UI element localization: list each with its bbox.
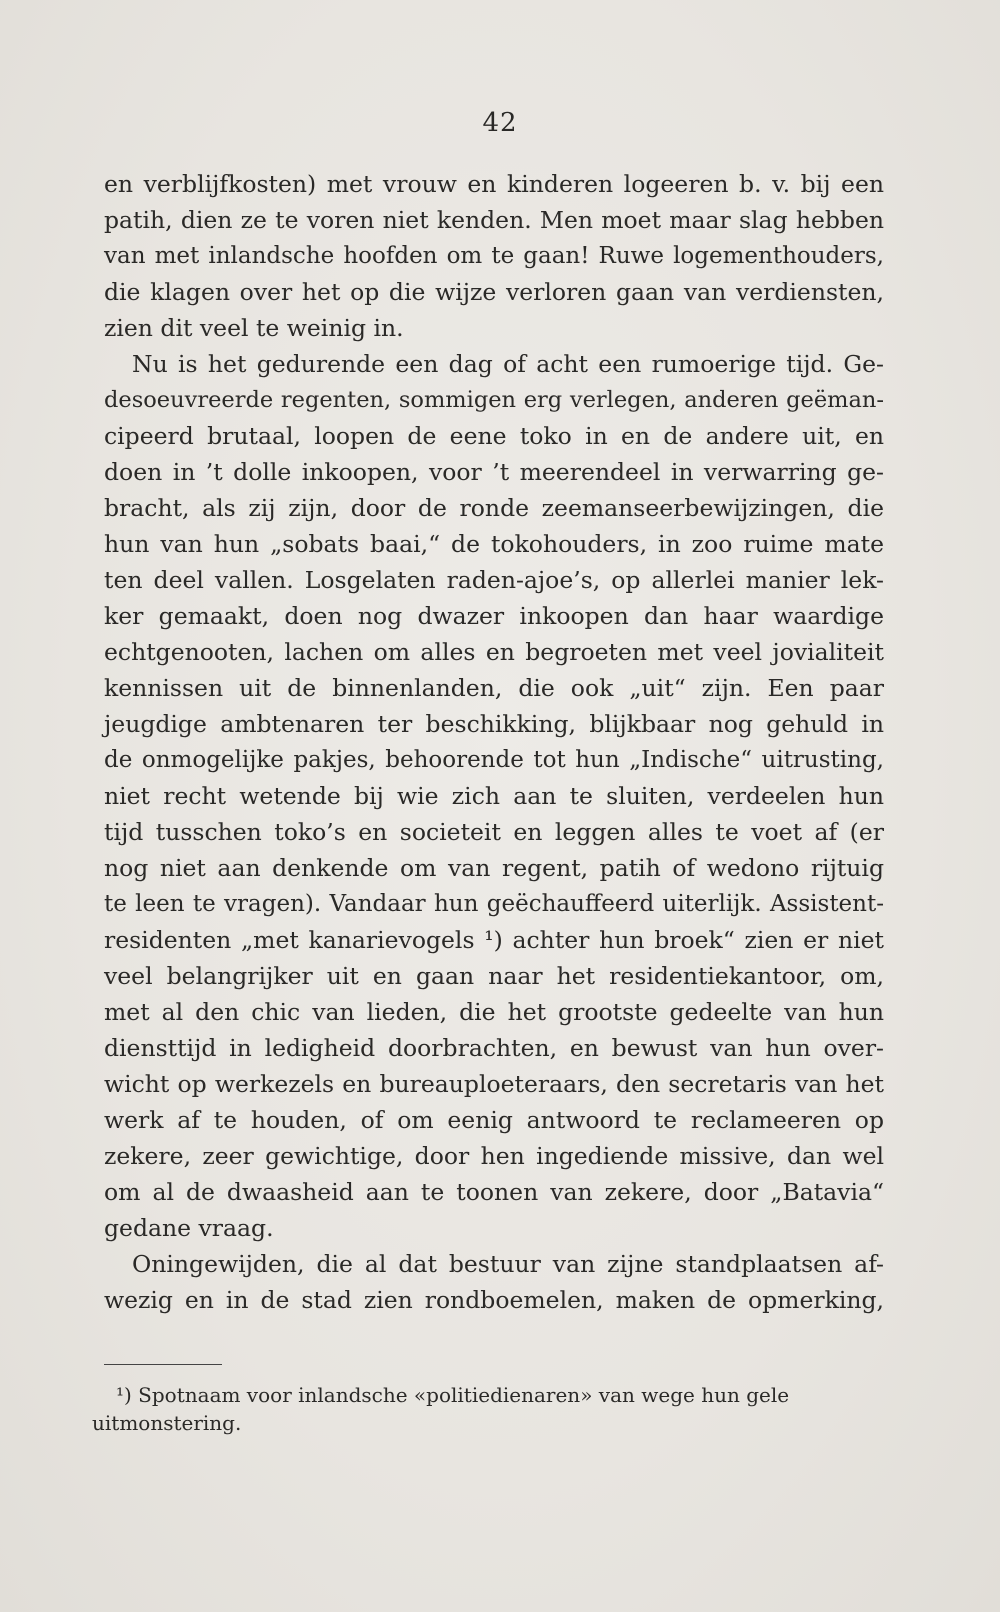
text-line: bracht, als zij zijn, door de ronde zeemanseerbewijzingen, die [104,494,884,522]
text-line: de onmogelijke pakjes, behoorende tot hun „Indische“ uitrusting, [104,747,884,773]
footnote-line: ¹) Spotnaam voor inlandsche «politiedienaren» van wege hun gele [116,1383,790,1407]
text-line: jeugdige ambtenaren ter beschikking, blijkbaar nog gehuld in [104,710,884,738]
text-line: tijd tusschen toko’s en societeit en leggen alles te voet af (er [104,818,884,846]
footnote-line: uitmonstering. [92,1411,242,1435]
text-line: zekere, zeer gewichtige, door hen ingediende missive, dan wel [104,1142,884,1170]
text-line: werk af te houden, of om eenig antwoord te reclameeren op [104,1106,884,1134]
text-line: die klagen over het op die wijze verloren gaan van verdiensten, [104,278,884,306]
text-line: met al den chic van lieden, die het grootste gedeelte van hun [104,998,884,1026]
text-line: gedane vraag. [104,1214,274,1242]
footnote-divider [104,1364,222,1365]
text-line: om al de dwaasheid aan te toonen van zekere, door „Batavia“ [104,1178,884,1206]
paragraph-first-line: Nu is het gedurende een dag of acht een rumoerige tijd. Ge- [132,350,884,378]
text-line: ten deel vallen. Losgelaten raden-ajoe’s, op allerlei manier lek- [104,566,884,594]
text-line: niet recht wetende bij wie zich aan te sluiten, verdeelen hun [104,782,884,810]
text-line: zien dit veel te weinig in. [104,314,404,342]
text-line: residenten „met kanarievogels ¹) achter hun broek“ zien er niet [104,926,884,954]
text-line: wezig en in de stad zien rondboemelen, maken de opmerking, [104,1286,884,1314]
text-line: kennissen uit de binnenlanden, die ook „uit“ zijn. Een paar [104,674,884,702]
text-line: wicht op werkezels en bureauploeteraars, den secretaris van het [104,1070,884,1098]
text-line: diensttijd in ledigheid doorbrachten, en bewust van hun over- [104,1034,884,1062]
text-line: ker gemaakt, doen nog dwazer inkoopen dan haar waardige [104,602,884,630]
page-number: 42 [482,108,518,138]
text-line: nog niet aan denkende om van regent, patih of wedono rijtuig [104,854,884,882]
text-line: veel belangrijker uit en gaan naar het residentiekantoor, om, [104,962,884,990]
text-line: en verblijfkosten) met vrouw en kinderen logeeren b. v. bij een [104,170,884,198]
text-line: van met inlandsche hoofden om te gaan! Ruwe logementhouders, [104,243,884,269]
text-line: cipeerd brutaal, loopen de eene toko in en de andere uit, en [104,422,884,450]
text-line: patih, dien ze te voren niet kenden. Men moet maar slag hebben [104,206,884,234]
text-line: echtgenooten, lachen om alles en begroeten met veel jovialiteit [104,638,884,666]
text-line: desoeuvreerde regenten, sommigen erg verlegen, anderen geëman- [104,387,884,413]
text-line: doen in ’t dolle inkoopen, voor ’t meerendeel in verwarring ge- [104,458,884,486]
text-line: hun van hun „sobats baai,“ de tokohouders, in zoo ruime mate [104,530,884,558]
text-line: te leen te vragen). Vandaar hun geëchauffeerd uiterlijk. Assistent- [104,891,884,917]
paragraph-first-line: Oningewijden, die al dat bestuur van zijne standplaatsen af- [132,1250,884,1278]
